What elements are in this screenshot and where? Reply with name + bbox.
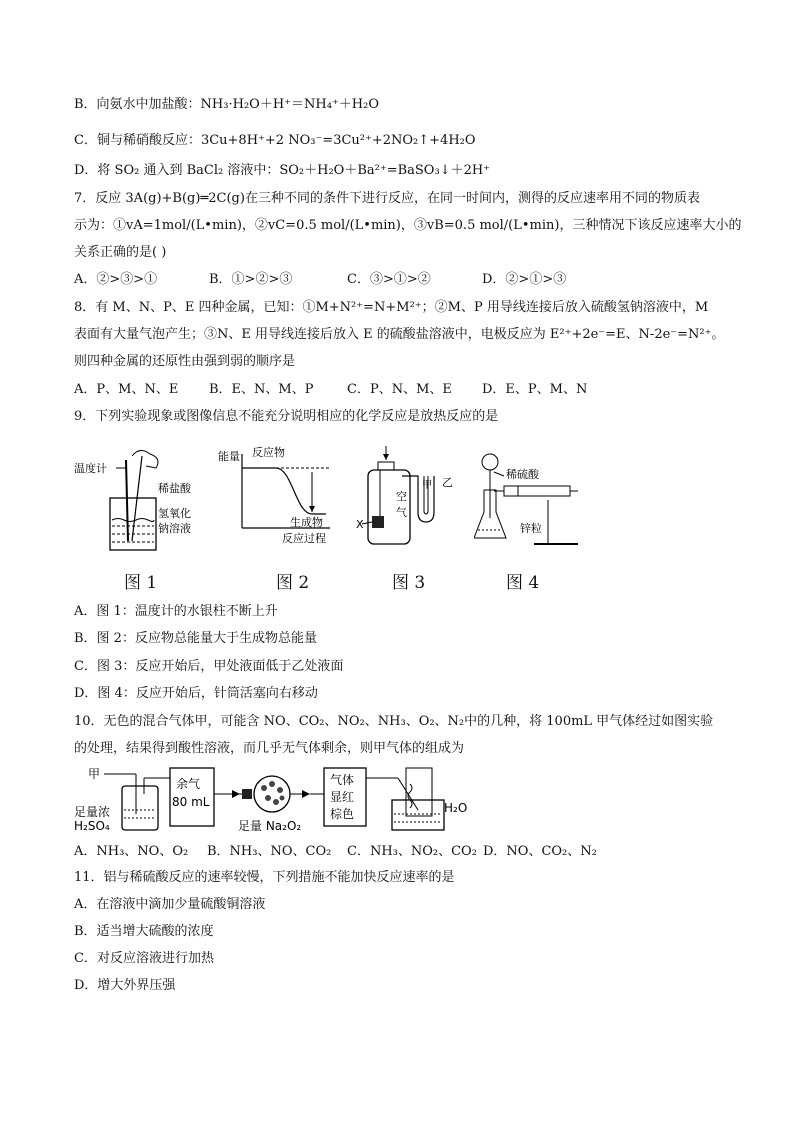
q10-box1-line1: 余气: [176, 777, 201, 791]
q6-option-b: B．向氨水中加盐酸：NH₃·H₂O＋H⁺＝NH₄⁺＋H₂O: [74, 97, 380, 112]
q8-option-b: B．E、N、M、P: [209, 382, 314, 397]
q10-option-d: D．NO、CO₂、N₂: [483, 844, 597, 859]
q7-option-a: A．②>③>①: [74, 272, 158, 287]
figure-3-caption: 图 3: [392, 573, 426, 593]
fig1-base-label-2: 钠溶液: [158, 522, 191, 535]
q11-stem: 11．铝与稀硫酸反应的速率较慢，下列措施不能加快反应速率的是: [74, 870, 455, 885]
fig4-zinc-label: 锌粒: [520, 522, 542, 535]
q11-option-c: C．对反应溶液进行加热: [74, 951, 214, 966]
fig3-jia-label: 甲: [422, 480, 432, 491]
q7-option-c: C．③>①>②: [347, 272, 431, 287]
figure-1-thermometer-beaker: [70, 446, 200, 558]
q9-option-c: C．图 3：反应开始后，甲处液面低于乙处液面: [74, 659, 344, 674]
q8-options: [74, 381, 734, 399]
q8-stem-line3: 则四种金属的还原性由强到弱的顺序是: [74, 354, 296, 369]
q7-option-d: D．②>①>③: [482, 272, 567, 287]
figure-1-caption: 图 1: [124, 573, 158, 593]
q10-bottle-label-1: 足量浓: [74, 805, 111, 819]
q10-option-b: B．NH₃、NO、CO₂: [207, 844, 332, 859]
q10-options: [74, 843, 734, 861]
q10-bottle-label-2: H₂SO₄: [74, 819, 110, 833]
q9-option-a: A．图 1：温度计的水银柱不断上升: [74, 604, 278, 619]
q7-stem-line1: 7．反应 3A(g)+B(g)═2C(g)在三种不同的条件下进行反应，在同一时间内，测得的反应速率用不同的物质表: [74, 191, 700, 206]
q9-stem: 9．下列实验现象或图像信息不能充分说明相应的化学反应是放热反应的是: [74, 409, 499, 424]
fig4-acid-label: 稀硫酸: [506, 468, 539, 481]
q10-stem-line1: 10．无色的混合气体甲，可能含 NO、CO₂、NO₂、NH₃、O₂、N₂中的几种，将 100mL 甲气体经过如图实验: [74, 714, 714, 729]
q8-stem-line1: 8．有 M、N、P、E 四种金属，已知：①M+N²⁺=N+M²⁺；②M、P 用导线连接后放入硫酸氢钠溶液中，M: [74, 300, 709, 315]
q11-option-b: B．适当增大硫酸的浓度: [74, 924, 214, 939]
figure-2-caption: 图 2: [276, 573, 310, 593]
fig3-yi-label: 乙: [442, 476, 453, 489]
q10-box2-line2: 显红: [330, 790, 355, 804]
q10-box2-line3: 棕色: [330, 807, 355, 821]
fig2-reactant-label: 反应物: [252, 446, 285, 459]
q7-stem-line3: 关系正确的是( ): [74, 245, 167, 260]
q6-option-c: C．铜与稀硝酸反应：3Cu+8H⁺+2 NO₃⁻=3Cu²⁺+2NO₂↑+4H₂O: [74, 133, 476, 148]
q9-option-d: D．图 4：反应开始后，针筒活塞向右移动: [74, 686, 318, 701]
fig1-base-label-1: 氢氧化: [158, 507, 191, 520]
fig3-x-label: X: [356, 518, 364, 531]
fig2-energy-label: 能量: [218, 450, 240, 463]
fig2-product-label: 生成物: [290, 516, 323, 529]
fig3-qi-label: 气: [396, 506, 407, 519]
q10-jia-label: 甲: [88, 767, 101, 781]
q8-option-d: D．E、P、M、N: [482, 382, 588, 397]
q11-option-a: A．在溶液中滴加少量硫酸铜溶液: [74, 897, 266, 912]
q7-option-b: B．①>②>③: [209, 272, 293, 287]
fig2-process-label: 反应过程: [282, 532, 326, 545]
q10-box2-line1: 气体: [330, 773, 355, 787]
figure-3-u-tube: [356, 446, 476, 558]
q6-option-d: D．将 SO₂ 通入到 BaCl₂ 溶液中：SO₂＋H₂O＋Ba²⁺=BaSO₃↓＋2H⁺: [74, 163, 491, 178]
q10-water-label: H₂O: [444, 801, 468, 815]
q8-option-a: A．P、M、N、E: [74, 382, 179, 397]
figure-4-caption: 图 4: [506, 573, 540, 593]
fig3-kong-label: 空: [396, 490, 407, 503]
fig1-thermometer-label: 温度计: [74, 462, 107, 475]
fig1-acid-label: 稀盐酸: [158, 482, 191, 495]
q10-box1-line2: 80 mL: [172, 795, 210, 809]
q10-stem-line2: 的处理，结果得到酸性溶液，而几乎无气体剩余，则甲气体的组成为: [74, 741, 465, 756]
q8-option-c: C．P、N、M、E: [347, 382, 452, 397]
figure-2-energy-diagram: [218, 446, 338, 558]
q10-apparatus-diagram: [72, 764, 492, 836]
q11-option-d: D．增大外界压强: [74, 978, 176, 993]
q10-option-c: C．NH₃、NO₂、CO₂: [347, 844, 477, 859]
q10-na2o2-label: 足量 Na₂O₂: [238, 819, 302, 833]
q7-options: [74, 271, 734, 289]
figure-4-syringe-flask: [474, 446, 584, 558]
q10-option-a: A．NH₃、NO、O₂: [74, 844, 189, 859]
q7-stem-line2: 示为：①vA=1mol/(L•min)，②vC=0.5 mol/(L•min)，③vB=0.5 mol/(L•min)，三种情况下该反应速率大小的: [74, 218, 742, 233]
q8-stem-line2: 表面有大量气泡产生；③N、E 用导线连接后放入 E 的硫酸盐溶液中，电极反应为 E²⁺+2e⁻=E、N-2e⁻=N²⁺。: [74, 327, 725, 342]
q9-option-b: B．图 2：反应物总能量大于生成物总能量: [74, 631, 317, 646]
